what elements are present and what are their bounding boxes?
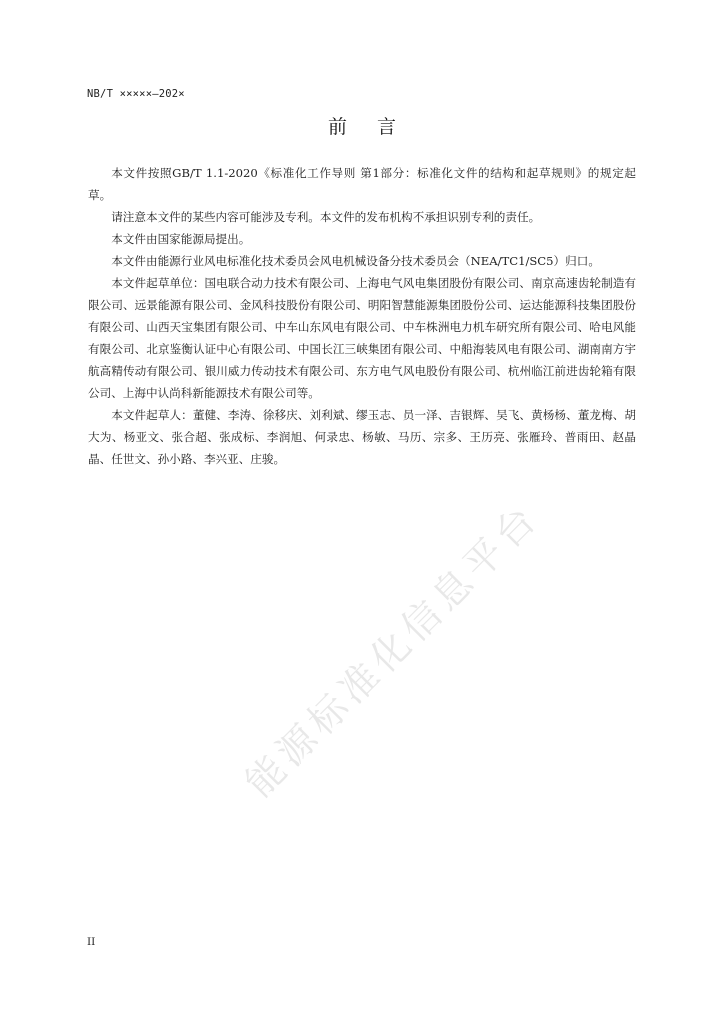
paragraph-drafting-units: 本文件起草单位：国电联合动力技术有限公司、上海电气风电集团股份有限公司、南京高速齿轮制造有限公司、远景能源有限公司、金风科技股份有限公司、明阳智慧能源集团股份公司、运达能源科技集团股份有限公司、山西天宝集团有限公司、中车山东风电有限公司、中车株洲电力机车研究所有限公司、哈电风能有限公司、北京鉴衡认证中心有限公司、中国长江三峡集团有限公司、中船海装风电有限公司、湖南南方宇航高精传动有限公司、银川威力传动技术有限公司、东方电气风电股份有限公司、杭州临江前进齿轮箱有限公司、上海中认尚科新能源技术有限公司等。 <box>88 276 636 400</box>
foreword-body <box>88 162 636 470</box>
paragraph-committee: 本文件由能源行业风电标准化技术委员会风电机械设备分技术委员会（NEA/TC1/SC5）归口。 <box>111 254 600 268</box>
document-code: NB/T ×××××—202× <box>87 88 185 100</box>
watermark-text: 能源标准化信息平台 <box>236 494 549 806</box>
paragraph-patent-notice: 请注意本文件的某些内容可能涉及专利。本文件的发布机构不承担识别专利的责任。 <box>111 210 541 224</box>
paragraph-drafters: 本文件起草人：董健、李涛、徐移庆、刘利斌、缪玉志、员一泽、吉银辉、吴飞、黄杨杨、董龙梅、胡大为、杨亚文、张合超、张成标、李润旭、何录忠、杨敏、马历、宗多、王历亮、张雁玲、普雨田、赵晶晶、任世文、孙小路、李兴亚、庄骏。 <box>88 408 636 466</box>
paragraph-proposer: 本文件由国家能源局提出。 <box>111 232 251 246</box>
section-title: 前言 <box>327 116 426 138</box>
page-number: II <box>87 936 96 948</box>
paragraph-drafting-rules: 本文件按照GB/T 1.1-2020《标准化工作导则 第1部分：标准化文件的结构和起草规则》的规定起草。 <box>88 166 636 202</box>
